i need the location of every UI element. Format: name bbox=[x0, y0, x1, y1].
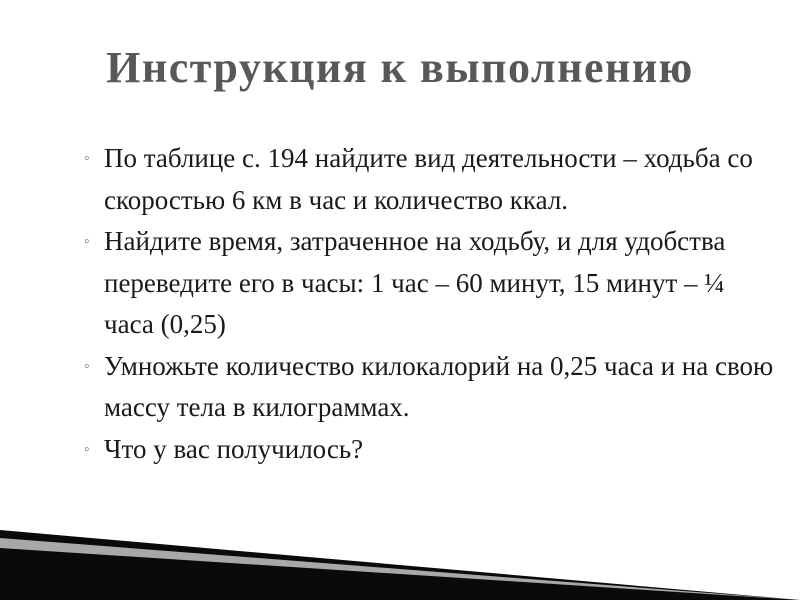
bullet-marker-icon: ◦ bbox=[84, 357, 90, 375]
corner-stripe-dark bbox=[0, 530, 800, 600]
bullet-marker-icon: ◦ bbox=[84, 440, 90, 458]
bullet-text: Умножьте количество килокалорий на 0,25 часа и на свою массу тела в килограммах. bbox=[104, 350, 774, 422]
bullet-marker-icon: ◦ bbox=[84, 150, 90, 167]
bullet-marker-icon: ◦ bbox=[84, 233, 90, 250]
bullet-text: Найдите время, затраченное на ходьбу, и для удобства переведите его в часы: 1 час – 60 минут, 15 минут – ¼ часа (0,25) bbox=[104, 226, 726, 339]
bullet-text: Что у вас получилось? bbox=[104, 433, 364, 464]
slide-title: Инструкция к выполнению bbox=[106, 43, 694, 92]
bullet-text: По таблице с. 194 найдите вид деятельности – ходьба со скоростью 6 км в час и количество ккал. bbox=[104, 143, 753, 215]
